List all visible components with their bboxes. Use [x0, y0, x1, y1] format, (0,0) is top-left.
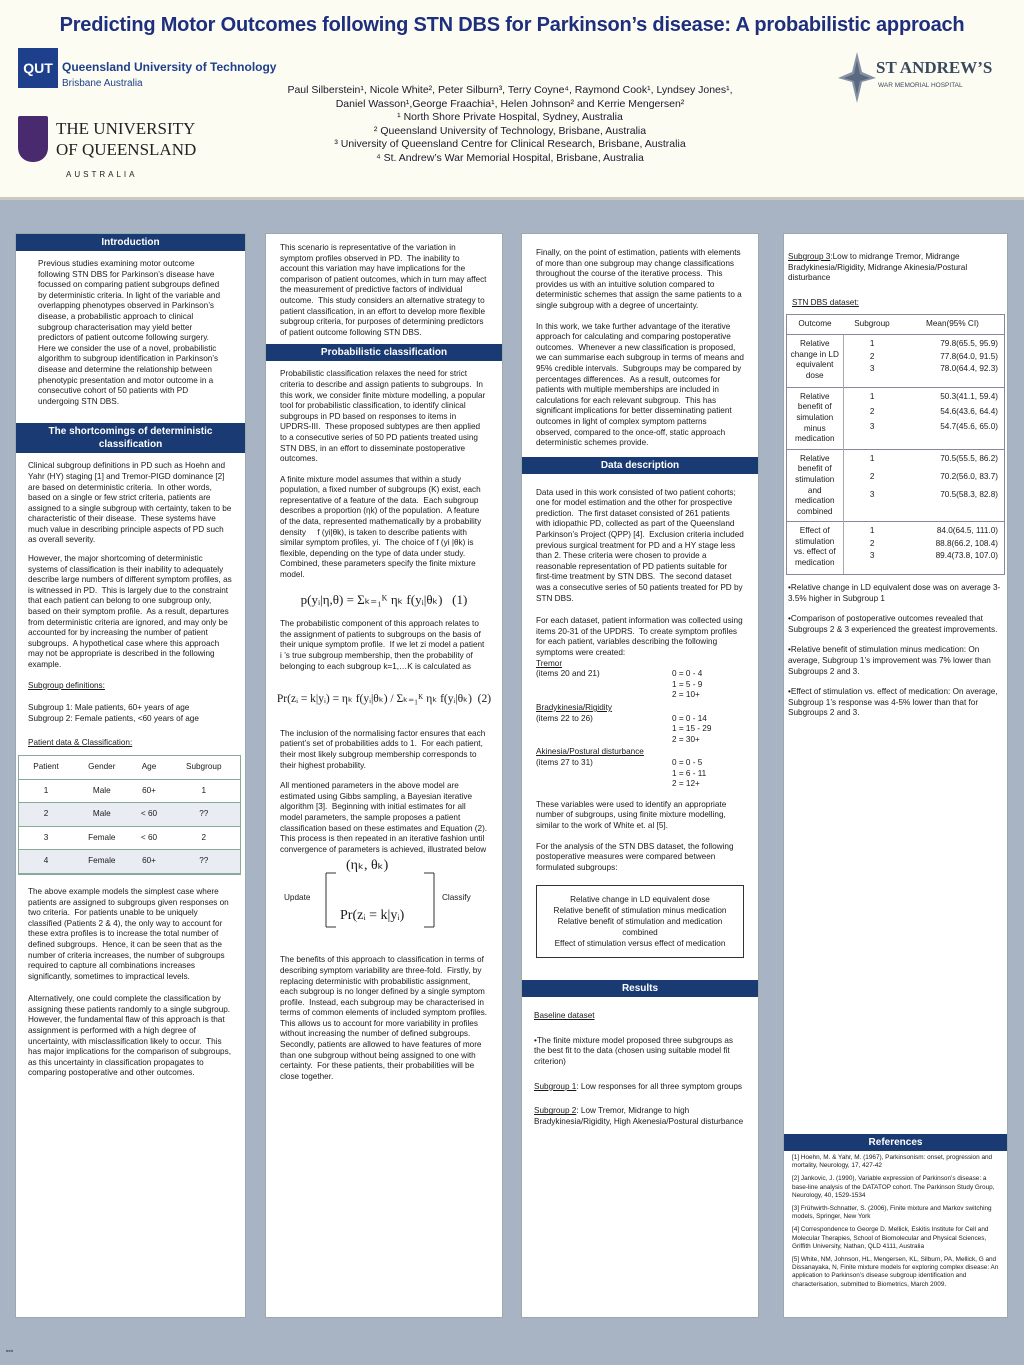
probabilistic-text-5: All mentioned parameters in the above model are estimated using Gibbs sampling, a Bayesian iterative algorithm [3]. Beginning with initial estimates for all model parameters, the sample proposes a patient classification based on these estimates and Equation (2). This process is then repeated in an iterative fashion until convergence of parameters is achieved, illustrated below: [280, 781, 492, 854]
table-row: [787, 334, 1004, 350]
mean-ci-cell: 54.7(45.6, 65.0): [940, 421, 998, 431]
reference-item: [2] Jankovic, J. (1990), Variable expression of Parkinson’s disease: a base-line analysis of the DATATOP cohort. The Parkinson Study Group, Neurology, 40, 1529-1534: [792, 1175, 995, 1199]
subgroup-2-result: Subgroup 2: Low Tremor, Midrange to high Bradykinesia/Rigidity, High Akenesia/Postural disturbance: [534, 1106, 744, 1126]
symptom-akinesia-label: Akinesia/Postural disturbance: [536, 747, 644, 757]
references-list: [784, 1152, 1007, 1296]
poster-title: Predicting Motor Outcomes following STN DBS for Parkinson’s disease: A probabilistic approach: [59, 14, 965, 36]
qut-logo: [18, 48, 277, 102]
shortcomings-text-1: Clinical subgroup definitions in PD such as Hoehn and Yahr (HY) staging [1] and Tremor-PIGD dominance [2] are based on deterministic criteria. In other words, based on a single or few strict criteria, patients are assigned to a single subgroup with certainty, taken to be characteristic of their disease. These systems have much value in describing principle aspects of PD such as overall severity.: [28, 461, 234, 545]
table-cell: 3: [19, 826, 73, 850]
section-heading-references: References: [784, 1134, 1007, 1151]
reference-item: [3] Frühwirth-Schnatter, S. (2006), Finite mixture and Markov switching models, Springer, New York: [792, 1205, 992, 1221]
table-header: Outcome: [787, 315, 843, 334]
subgroup-cell: 1: [843, 449, 901, 471]
symptom-coding: [522, 659, 758, 790]
results-bullets: [784, 575, 1007, 719]
probabilistic-text-3: The probabilistic component of this approach relates to the assignment of patients to subgroups on the basis of their unique symptom profile. If we let zi model a patient i ’s true subgroup membership, then the probability of belonging to each subgroup k=1,…K is calculated as: [280, 619, 487, 671]
table-header: Patient: [19, 756, 73, 779]
mean-ci-cell: 50.3(41.1, 59.4): [901, 387, 1004, 406]
subgroup-cell: 2: [869, 407, 875, 417]
print-footnote: ■■■: [6, 1348, 14, 1353]
table-row: [19, 803, 240, 827]
equation-2: Pr(zᵢ = k|yᵢ) = ηₖ f(yᵢ|θₖ) / Σₖ₌₁ᴷ ηₖ f(yᵢ|θₖ) (2): [276, 693, 492, 706]
qut-logo-sub: Brisbane Australia: [62, 78, 143, 89]
cycle-classify-label: Classify: [442, 893, 471, 903]
table-row: [19, 826, 240, 850]
table-row: [19, 850, 240, 874]
table-cell: 60+: [131, 779, 168, 803]
table-row: [787, 522, 1004, 538]
symptom-code: 2 = 30+: [672, 734, 700, 744]
subgroup-definitions-label: Subgroup definitions:: [28, 680, 105, 690]
outcome-cell: Relative benefit of stimulation and medication combined: [787, 449, 843, 522]
reference-item: [4] Correspondence to George D. Mellick, Eskitis Institute for Cell and Molecular Therapies, School of Biomolecular and Physical Sciences, Griffith University, Nathan, QLD 4111, Australia: [792, 1226, 989, 1250]
data-text-1: Data used in this work consisted of two patient cohorts; one for model estimation and the other for prospective prediction. The first dataset consisted of 261 patients with idiopathic PD, collected as part of the Queensland Parkinson’s Project (QPP) [4]. Exclusion criteria included previous surgical treatment for PD and a HY stage less than 2. These criteria were chosen to provide a reasonable representation of PD patients suitable for first-time treatment by STN DBS. The second dataset was a consecutive series of 50 patients treated for PD by STN DBS.: [536, 487, 747, 603]
symptom-code: 1 = 5 - 9: [672, 679, 703, 689]
data-text-2: For each dataset, patient information was collected using items 20-31 of the UPDRS. To create symptom profiles for each patient, variables describing the following symptoms were created:: [536, 616, 745, 657]
table-cell: Female: [73, 850, 130, 874]
mean-ci-cell: 78.0(64.4, 92.3): [940, 364, 998, 374]
star-icon: [836, 50, 878, 105]
column-3: [521, 233, 759, 1318]
outcome-measure: Effect of stimulation versus effect of medication: [554, 939, 726, 949]
table-header: Subgroup: [168, 756, 241, 779]
symptom-code: 1 = 6 - 11: [672, 768, 707, 778]
symptom-tremor-row: (items 20 and 21) 0 = 0 - 4 1 = 5 - 9 2 = 10+: [536, 669, 703, 700]
mean-ci-cell: 79.8(65.5, 95.9): [901, 334, 1004, 350]
reference-item: [5] White, NM, Johnson, HL, Mengersen, KL, Silburn, PA, Mellick, G and Dissanayaka, N, Finite mixture models for exploring complex disease: An application to Parkinson’s disease subgroup identification and characterisation, submitted to Biometrics, March 2009.: [792, 1256, 999, 1288]
patient-table: [19, 756, 240, 874]
subgroup-cell: 2: [869, 351, 875, 361]
symptom-brady-row: (items 22 to 26) 0 = 0 - 14 1 = 15 - 29 2 = 30+: [536, 713, 712, 744]
table-row: [787, 387, 1004, 406]
stn-dataset-label: STN DBS dataset:: [792, 297, 859, 307]
table-header: Age: [131, 756, 168, 779]
affiliation: ¹ North Shore Private Hospital, Sydney, Australia: [397, 111, 623, 123]
subgroup-cell: 2: [869, 472, 875, 482]
table-header: Mean(95% CI): [901, 315, 1004, 334]
symptom-tremor-label: Tremor: [536, 658, 563, 668]
results-table: [787, 315, 1004, 574]
authors-line: Daniel Wasson¹,George Fraachia¹, Helen Johnson² and Kerrie Mengersen²: [335, 97, 685, 110]
reference-item: [1] Hoehn, M. & Yahr, M. (1967), Parkinsonism: onset, progression and mortality, Neurology, 17, 427-42: [792, 1154, 993, 1170]
column-4: [783, 233, 1008, 1318]
results-text-1: •The finite mixture model proposed three subgroups as the best fit to the data (chosen using suitable model fit criterion): [534, 1035, 736, 1067]
probabilistic-text-4: The inclusion of the normalising factor ensures that each patient’s set of probabilities adds to 1. For each patient, their most likely subgroup membership corresponds to their highest probability.: [280, 728, 488, 770]
uq-crest-icon: [18, 116, 48, 162]
subgroup-cell: 3: [869, 364, 875, 374]
symptom-code: 2 = 10+: [672, 690, 700, 700]
st-andrews-logo: [836, 50, 1006, 110]
st-andrews-sub: WAR MEMORIAL HOSPITAL: [878, 82, 963, 89]
subgroup-cell: 3: [869, 421, 875, 431]
table-header: Gender: [73, 756, 130, 779]
probabilistic-text-2: A finite mixture model assumes that within a study population, a fixed number of subgroups (K) exist, each representative of a feature of the data. Each subgroup describes a proportion (ηk) of the population. A feature of the data, represented mathematically by a probability density f (yi|θk), is taken to describe patients with similar symptom profiles, yi. The choice of f (yi |θk) is flexible, depending on the type of data under study. Combined, these parameters specify the finite mixture model.: [280, 474, 484, 580]
table-cell: 1: [19, 779, 73, 803]
table-cell: 60+: [131, 850, 168, 874]
affiliation: ² Queensland University of Technology, Brisbane, Australia: [373, 124, 647, 137]
table-header: Subgroup: [843, 315, 901, 334]
table-cell: 4: [19, 850, 73, 874]
shortcomings-text-2: However, the major shortcoming of deterministic systems of classification is their inability to adequately describe large numbers of different symptom profiles, as is witnessed in PD. This is largely due to the constraint that each patient can belong to one subgroup only, based on their symptom profile. As a result, departures from deterministic criteria are ignored, and may only be accounted for by increasing the number of patient subgroups. A hypothetical case where this approach may not be appropriate is described in the following example.: [28, 554, 235, 669]
after-table-text-2: Alternatively, one could complete the classification by assigning these patients randomly to a single subgroup. However, the fundamental flaw of this approach is that assignment is performed with a high degree of uncertainty, with misclassification likely to occur. This has major implications for the comparison of subgroups, as this uncertainty in classification propagates to comparing postoperative and other outcomes.: [28, 994, 235, 1078]
column-2: [265, 233, 503, 1318]
outcome-measures-box: [536, 885, 744, 958]
symptom-code: 0 = 0 - 4: [672, 669, 703, 679]
section-heading-data: Data description: [522, 457, 758, 474]
section-heading-shortcomings: The shortcomings of deterministic classification: [16, 423, 245, 453]
outcome-cell: Relative benefit of simulation minus medication: [787, 387, 843, 449]
data-text-4: For the analysis of the STN DBS dataset, the following postoperative measures were compared between formulated subgroups:: [536, 841, 736, 872]
mean-ci-cell: 70.5(55.5, 86.2): [901, 449, 1004, 471]
affiliation: ⁴ St. Andrew’s War Memorial Hospital, Brisbane, Australia: [376, 151, 644, 164]
symptom-akinesia-row: (items 27 to 31) 0 = 0 - 5 1 = 6 - 11 2 = 12+: [536, 757, 707, 789]
mean-ci-cell: 54.6(43.6, 64.4): [940, 407, 998, 417]
table-cell: < 60: [131, 803, 168, 827]
patient-data-label: Patient data & Classification:: [28, 738, 133, 748]
uq-logo: [18, 114, 238, 184]
subgroup-cell: 1: [843, 387, 901, 406]
section-heading-results: Results: [522, 980, 758, 997]
probabilistic-text-6: The benefits of this approach to classification in terms of describing symptom variability are three-fold. Firstly, by replacing deterministic with probabilistic assignment, each subgroup is no longer defined by a single symptom profile. Instead, each subgroup may be characterised in terms of common elements of included symptom profiles. This allows us to account for more variability in profiles without increasing the number of defined subgroups. Secondly, patients are allowed to have features of more than one subgroup without being assigned to one with certainty. For these patients, their probabilities will be close together.: [280, 955, 492, 1081]
data-text-3: These variables were used to identify an appropriate number of subgroups, using finite mixture modelling, similar to the work of White et. al [5].: [536, 799, 729, 830]
subgroup-3-result: Subgroup 3:Low to midrange Tremor, Midrange Bradykinesia/Rigidity, Midrange Akinesia/Postural disturbance: [788, 252, 970, 283]
after-table-text-1: The above example models the simplest case where patients are assigned to subgroups given responses on two criteria. For patients unable to be uniquely classified (Patients 2 & 4), the only way to account for these extra profiles is to increase the total number of defined subgroups. Hence, it can be seen that as the number of criteria increases, the number of subgroups required to capture all combinations increases significantly, sometimes to impractical levels.: [28, 886, 232, 981]
section-heading-introduction: Introduction: [16, 234, 245, 251]
iterative-text: In this work, we take further advantage of the iterative approach for calculating and comparing postoperative outcomes. Whenever a new classification is proposed, we can summarise each subgroup in terms of means and 95% credible intervals. Subgroups may be compared by percentages differences. As a result, outcomes for patients with multiple memberships are included in calculations for each relevant subgroup. This has significant implications for better disseminating patient outcomes in light of complex symptom patterns observed, compared to the once-off, static approach deterministic schemes provide.: [536, 321, 747, 448]
st-andrews-name: ST ANDREW’S: [876, 58, 993, 77]
mean-ci-cell: 84.0(64.5, 111.0): [901, 522, 1004, 538]
qut-logo-mark: QUT: [18, 48, 58, 88]
cycle-parameters: (ηₖ, θₖ): [346, 858, 389, 874]
result-bullet: •Relative benefit of stimulation minus medication: On average, Subgroup 1’s improvement was 7% lower than Subgroups 2 and 3.: [788, 645, 991, 676]
affiliation: ³ University of Queensland Centre for Clinical Research, Brisbane, Australia: [334, 138, 686, 150]
subgroup-2-def: Subgroup 2: Female patients, <60 years of age: [28, 713, 199, 723]
symptom-brady-label: Bradykinesia/Rigidity: [536, 702, 612, 712]
poster-header: [0, 0, 1024, 200]
scenario-text: This scenario is representative of the variation in symptom profiles observed in PD. The inability to account this variation may have implications for the comparison of patient outcomes, which in turn may affect the measurement of predictive factors of individual outcome. This study considers an alternative strategy to patient classification, in an effort to develop more flexible subgroup criteria, for purposes of determining predictors of patient outcome following STN DBS.: [280, 243, 489, 337]
mean-ci-cell: 77.8(64.0, 91.5): [940, 351, 998, 361]
table-row: [19, 779, 240, 803]
cycle-update-label: Update: [284, 893, 311, 903]
result-bullet: •Relative change in LD equivalent dose was on average 3-3.5% higher in Subgroup 1: [788, 583, 1001, 603]
symptom-code: 0 = 0 - 5: [672, 757, 703, 767]
uq-logo-name: THE UNIVERSITY OF QUEENSLAND: [56, 119, 197, 159]
mean-ci-cell: 89.4(73.8, 107.0): [935, 551, 998, 561]
result-bullet: •Effect of stimulation vs. effect of medication: On average, Subgroup 1’s response was 4-5% lower than that for Subgroups 2 and 3.: [788, 687, 998, 718]
uq-logo-sub: AUSTRALIA: [66, 170, 138, 179]
author-block: [260, 84, 760, 165]
gibbs-cycle-diagram: [266, 859, 502, 941]
equation-1: p(yᵢ|η,θ) = Σₖ₌₁ᴷ ηₖ f(yᵢ|θₖ) (1): [300, 591, 468, 607]
section-heading-probabilistic: Probabilistic classification: [266, 344, 502, 361]
outcome-measure: Relative benefit of stimulation minus medication: [553, 906, 727, 916]
subgroup-cell: 1: [843, 522, 901, 538]
table-cell: Male: [73, 803, 130, 827]
symptom-code: 0 = 0 - 14: [672, 713, 707, 723]
subgroup-cell: 1: [843, 334, 901, 350]
table-cell: Male: [73, 779, 130, 803]
probabilistic-text-1: Probabilistic classification relaxes the need for strict criteria to describe and assign patients to subgroups. In this work, we consider finite mixture modelling, a popular tool for probabilistic classification, to identify clinical subgroups in PD based on responses to items in UPDRS-III. These proposed subtypes are then applied to a consecutive series of 50 PD patients treated using STN DBS, in an effort to disseminate postoperative outcomes.: [280, 369, 488, 464]
baseline-dataset-label: Baseline dataset: [534, 1011, 595, 1021]
outcome-cell: Effect of stimulation vs. effect of medication: [787, 522, 843, 574]
subgroup-cell: 3: [869, 551, 875, 561]
subgroup-cell: 3: [869, 489, 875, 499]
result-bullet: •Comparison of postoperative outcomes revealed that Subgroups 2 & 3 experienced the greatest improvements.: [788, 614, 998, 634]
subgroup-1-def: Subgroup 1: Male patients, 60+ years of age: [28, 703, 190, 713]
table-cell: Female: [73, 826, 130, 850]
table-cell: 2: [168, 826, 241, 850]
symptom-code: 1 = 15 - 29: [672, 724, 712, 734]
symptom-code: 2 = 12+: [672, 779, 700, 789]
mean-ci-cell: 88.8(66.2, 108.4): [935, 538, 998, 548]
table-cell: < 60: [131, 826, 168, 850]
outcome-cell: Relative change in LD equivalent dose: [787, 334, 843, 387]
qut-logo-name: Queensland University of Technology: [62, 60, 277, 74]
table-cell: ??: [168, 803, 241, 827]
subgroup-cell: 2: [869, 538, 875, 548]
authors-line: Paul Silberstein¹, Nicole White², Peter Silburn³, Terry Coyne⁴, Raymond Cook¹, Lyndsey Jones¹,: [287, 84, 733, 96]
table-cell: 2: [19, 803, 73, 827]
table-row: [787, 449, 1004, 471]
outcome-measure: Relative change in LD equivalent dose: [570, 895, 710, 905]
estimation-text: Finally, on the point of estimation, patients with elements of more than one subgroup may change classifications throughout the course of the iterative process. This provides us with an intuitive solution compared to deterministic schemes that assign the same patients to a single subgroup with a degree of uncertainty.: [536, 248, 744, 310]
table-cell: 1: [168, 779, 241, 803]
column-1: [15, 233, 246, 1318]
subgroup-1-result: Subgroup 1: Low responses for all three symptom groups: [534, 1081, 742, 1091]
cycle-classification: Pr(zᵢ = k|yᵢ): [340, 908, 405, 924]
mean-ci-cell: 70.2(56.0, 83.7): [940, 472, 998, 482]
mean-ci-cell: 70.5(58.3, 82.8): [940, 489, 998, 499]
intro-text: Previous studies examining motor outcome following STN DBS for Parkinson’s disease have focussed on comparing patient subgroups defined by deterministic criteria. In light of the variable and overlapping phenotypes observed in Parkinson’s disease, a probabilistic approach to clinical subgroup characterisation may yield better predictors of patient outcome following surgery. Here we consider the use of a novel, probabilistic algorithm to subgroup identification in Parkinson’s disease and determine the relationship between phenotypic presentation and motor outcome in a consecutive cohort of 50 patients with PD undergoing STN DBS.: [38, 259, 223, 406]
outcome-measure: Relative benefit of stimulation and medication combined: [557, 917, 723, 938]
table-cell: ??: [168, 850, 241, 874]
cycle-arrows: [266, 859, 502, 941]
